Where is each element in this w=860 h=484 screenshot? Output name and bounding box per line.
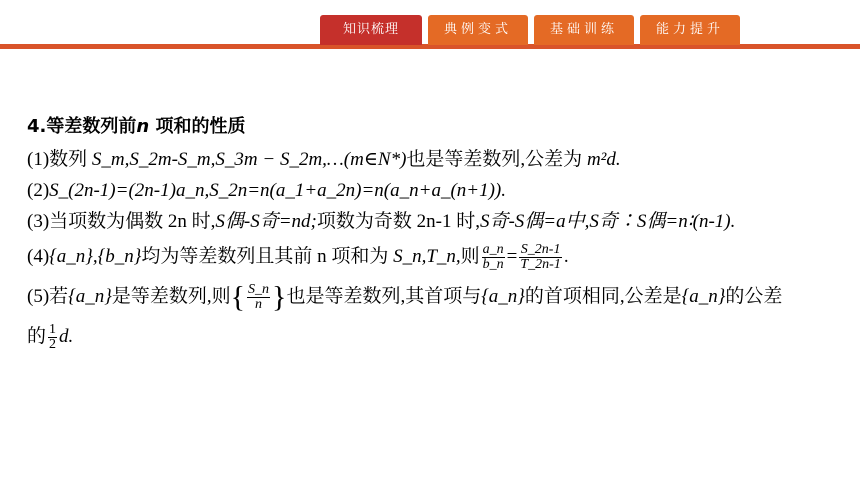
p1-expr: S_m,S_2m-S_m,S_3m − S_2m,…(m∈N*) <box>91 149 407 170</box>
p4-label: (4) <box>27 246 50 267</box>
right-brace-icon: } <box>272 280 287 314</box>
tab-examples[interactable]: 典例变式 <box>428 15 528 45</box>
p4-expr: {a_n},{b_n} <box>49 246 142 267</box>
p3-mid: 项数为奇数 2n-1 时, <box>316 211 480 232</box>
fraction-one-half <box>48 323 57 352</box>
p3-expr2: S奇-S偶=a中,S奇∶S偶=n∶(n-1). <box>479 211 736 232</box>
document-body <box>27 112 837 357</box>
p5-text3: 的首项相同,公差是 <box>524 286 682 307</box>
p4-den1: b_n <box>482 257 504 273</box>
p5-expr2: {a_n} <box>481 286 525 307</box>
p5-den: n <box>255 297 263 313</box>
p2-expr: S_(2n-1)=(2n-1)a_n,S_2n=n(a_1+a_2n)=n(a_n+a_(n+1)). <box>49 180 507 201</box>
p5-text1: 是等差数列,则 <box>111 286 231 307</box>
p5-num: S_n <box>248 282 270 298</box>
p1-label: (1)数列 <box>27 149 92 170</box>
heading-suffix: 项和的性质 <box>149 116 246 137</box>
p2-label: (2) <box>27 180 50 201</box>
p5-text4: 的公差 <box>725 286 783 307</box>
p4-den2: T_2n-1 <box>520 257 561 273</box>
property-2 <box>27 175 837 206</box>
property-5-continued <box>27 317 837 357</box>
p5b-den: 2 <box>49 337 57 353</box>
property-4 <box>27 237 837 277</box>
p4-num1: a_n <box>482 242 504 258</box>
fraction-s-t <box>519 243 561 272</box>
section-tabs <box>0 15 860 47</box>
p5-label: (5)若 <box>27 286 69 307</box>
tab-basic-training[interactable]: 基础训练 <box>534 15 634 45</box>
fraction-sn-n <box>247 283 270 312</box>
p3-expr1: S偶-S奇=nd; <box>215 211 317 232</box>
p5b-num: 1 <box>49 322 57 338</box>
fraction-an-bn <box>482 243 505 272</box>
tab-ability[interactable]: 能力提升 <box>640 15 740 45</box>
p1-result: m²d. <box>586 149 621 170</box>
property-1 <box>27 144 837 175</box>
p4-num2: S_2n-1 <box>520 242 561 258</box>
p3-label: (3)当项数为偶数 2n 时, <box>27 211 216 232</box>
p4-eq: = <box>506 246 518 267</box>
p4-then: 则 <box>460 246 480 267</box>
heading-prefix: 4.等差数列前 <box>27 116 137 137</box>
p4-expr2: S_n,T_n, <box>393 246 461 267</box>
p4-text: 均为等差数列且其前 n 项和为 <box>141 246 394 267</box>
p5-expr: {a_n} <box>68 286 112 307</box>
left-brace-icon: { <box>230 280 246 314</box>
p5b-prefix: 的 <box>27 326 47 347</box>
heading-var: n <box>136 116 150 137</box>
section-heading <box>27 112 837 138</box>
p5-text2: 也是等差数列,其首项与 <box>286 286 482 307</box>
p5-expr3: {a_n} <box>681 286 726 307</box>
property-3 <box>27 206 837 237</box>
p4-end: . <box>563 246 569 267</box>
property-5 <box>27 277 837 317</box>
tab-knowledge[interactable]: 知识梳理 <box>320 15 422 45</box>
p5b-suffix: d. <box>59 326 74 347</box>
p1-text: 也是等差数列,公差为 <box>406 149 587 170</box>
